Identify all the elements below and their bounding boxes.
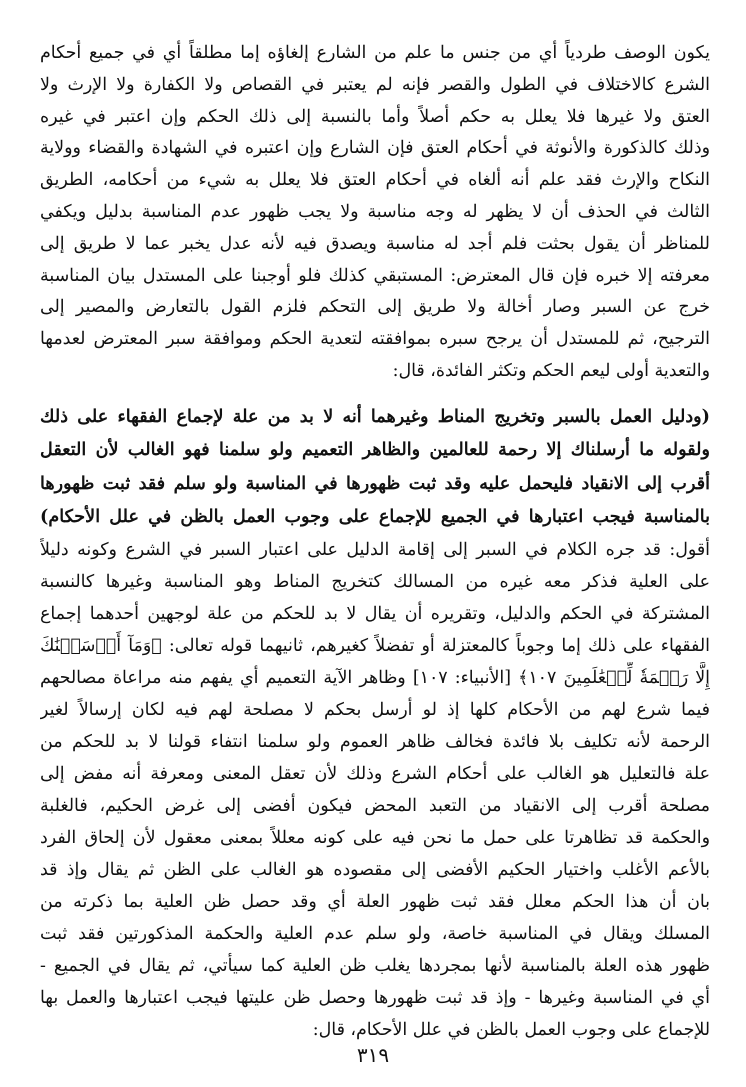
text-line: الثالث في الحذف أن لا يظهر له وجه مناسبة ولا يجب ظهور عدم المناسبة بدليل ويكفي [40,201,710,222]
text-line: ظهور هذه العلة بالمناسبة لأنها بمجردها يغلب ظن العلية كما سيأتي، ثم يقال في الجميع - [40,955,710,976]
text-line: فيما شرع لهم من الأحكام كلها إذ لو أرسل بحكم لا مصلحة لهم فيه لكان إرسالاً لغير [40,699,710,720]
text-line: والتعدية أولى ليعم الحكم وتكثر الفائدة، قال: [392,360,710,381]
text-line: (ودليل العمل بالسبر وتخريج المناط وغيرهما أنه لا بد من علة لإجماع الفقهاء على ذلك [40,405,710,427]
text-line: النكاح والإرث فقد علم أنه ألغاه في أحكام العتق فلا يعلل به شيء من أحكامه، الطريق [40,170,710,191]
text-line: على العلية فذكر معه غيره من المسالك كتخريج المناط وهو المناسبة وغيرها كالنسبة [40,571,710,592]
text-line: بالمناسبة فيجب اعتبارها في الجميع للإجماع على وجوب العمل بالظن في علل الأحكام) [40,506,710,528]
text-line: الشرع كالاختلاف في الطول والقصر فإنه لم يعتبر في القصاص ولا الكفارة ولا الإرث ولا [40,74,710,95]
text-line: الرحمة لأنه تكليف بلا فائدة فخالف ظاهر العموم ولو سلمنا انتفاء قولنا لا بد للحكم من [40,731,710,752]
text-line: إِلَّا رَحۡمَةٗ لِّلۡعَٰلَمِينَ ١٠٧﴾ [الأنبياء: ١٠٧] وظاهر الآية التعميم أي يفهم منه مراعاة مصالحهم [40,667,710,688]
text-line: المسلك ويقال في المناسبة خاصة، ولو سلم عدم العلية والحكمة المذكورتين فقد ثبت [40,923,710,944]
text-line: العتق ولا غيرها فلا يعلل به حكم أصلاً وأما بالنسبة إلى ذلك الحكم وإن اعتبر في غيره [40,106,710,127]
text-line: أي في المناسبة وغيرها - وإذ قد ثبت ظهورها وحصل ظن عليتها فيجب اعتبارها والعمل بها [40,987,710,1008]
text-line: بالأعم الأغلب واختيار الحكيم الأفضى إلى مقصوده هو الغالب على الظن ثم يقال وإذ قد [40,859,710,880]
text-line: وذلك كالذكورة والأنوثة في أحكام العتق فإن الشارع وإن اعتبره في الشهادة والقضاء وولاية [40,138,710,159]
text-line: الترجيح، ثم للمستدل أن يرجح سبره بموافقته لتعدية الحكم وموافقة سبر المعترض لعدمها [40,329,710,350]
text-line: علة فالتعليل هو الغالب على أحكام الشرع وذلك لأن تعقل المعنى ومعرفة أنه مفض إلى [40,763,710,784]
text-line: خرج عن السبر وصار أخالة ولا طريق إلى التحكم فلزم القول بالتعارض والمصير إلى [40,297,710,318]
text-line: أقرب إلى الانقياد فليحمل عليه وقد ثبت ظهورها في المناسبة ولو سلم فقد ثبت ظهورها [40,472,710,494]
page-number: ٣١٩ [356,1043,390,1067]
paragraph-3-commentary [40,534,710,1046]
text-line: أقول: قد جره الكلام في السبر إلى إقامة الدليل على اعتبار السبر في الشرع وكونه دليلاً [40,539,710,560]
page-body [40,38,710,1046]
text-line: مصلحة أقرب إلى الانقياد من التعبد المحض فيكون أفضى إلى غرض الحكيم، فالغلبة [40,795,710,816]
text-line: الفقهاء على ذلك إما وجوباً كالمعتزلة أو تفضلاً كغيرهم، ثانيهما قوله تعالى: ﴿وَمَآ أَرۡسَلۡنَٰكَ [40,635,710,656]
text-line: معرفته إلا خبره فإن قال المعترض: المستبقي كذلك فلو أوجبنا على المستدل بيان المناسبة [40,265,710,286]
text-line: بان أن هذا الحكم معلل فقد ثبت ظهور العلة أي وقد حصل ظن العلية بما ذكرته من [40,891,710,912]
text-line: للمناظر أن يقول بحثت فلم أجد له مناسبة ويصدق فيه لأنه عدل يخبر عما لا طريق إلى [40,233,710,254]
text-line: ولقوله ما أرسلناك إلا رحمة للعالمين والظاهر التعميم ولو سلمنا فهو الغالب لأن التعقل [40,439,710,461]
paragraph-1 [40,38,710,388]
text-line: المشتركة في الحكم والدليل، وتقريره أن يقال لا بد للحكم من علة لوجهين أحدهما إجماع [40,603,710,624]
text-line: يكون الوصف طردياً أي من جنس ما علم من الشارع إلغاؤه إما مطلقاً أي في جميع أحكام [40,43,710,63]
text-line: والحكمة قد تظاهرتا على حمل ما نحن فيه على كونه معللاً بمعنى معقول لأن إلحاق الفرد [40,827,710,848]
paragraph-2-matn [40,400,710,534]
text-line: للإجماع على وجوب العمل بالظن في علل الأحكام، قال: [312,1019,710,1040]
